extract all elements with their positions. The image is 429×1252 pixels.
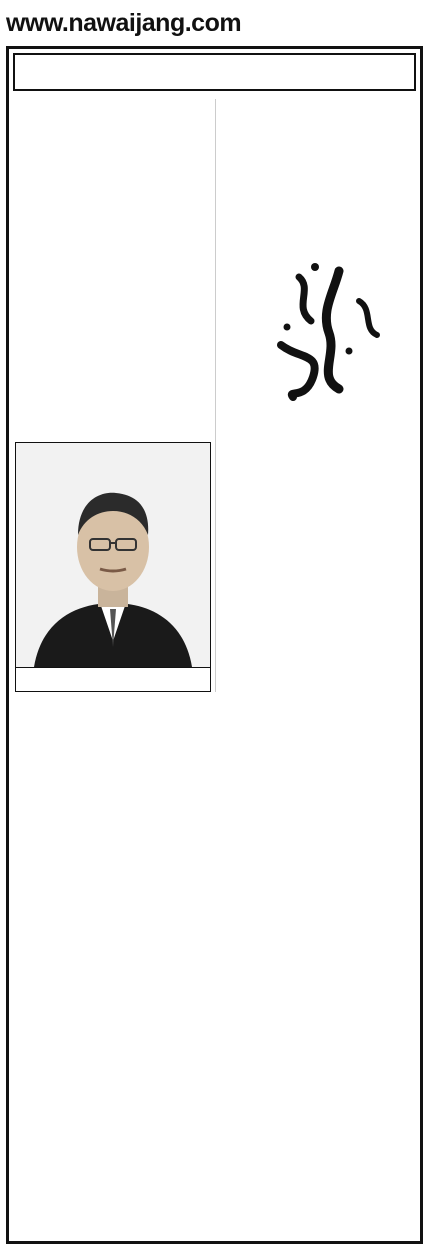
- author-portrait: [16, 443, 210, 667]
- author-byline: [16, 667, 210, 691]
- column-logo: [221, 249, 417, 409]
- article-headline: [13, 53, 416, 91]
- article-column-full: [15, 699, 418, 1237]
- calligraphy-logo-icon: [221, 249, 417, 409]
- article-column-left: [15, 99, 211, 436]
- article-frame: [6, 46, 423, 1244]
- site-url: www.nawaijang.com: [6, 9, 242, 37]
- author-photo: [15, 442, 211, 692]
- column-divider: [215, 99, 216, 692]
